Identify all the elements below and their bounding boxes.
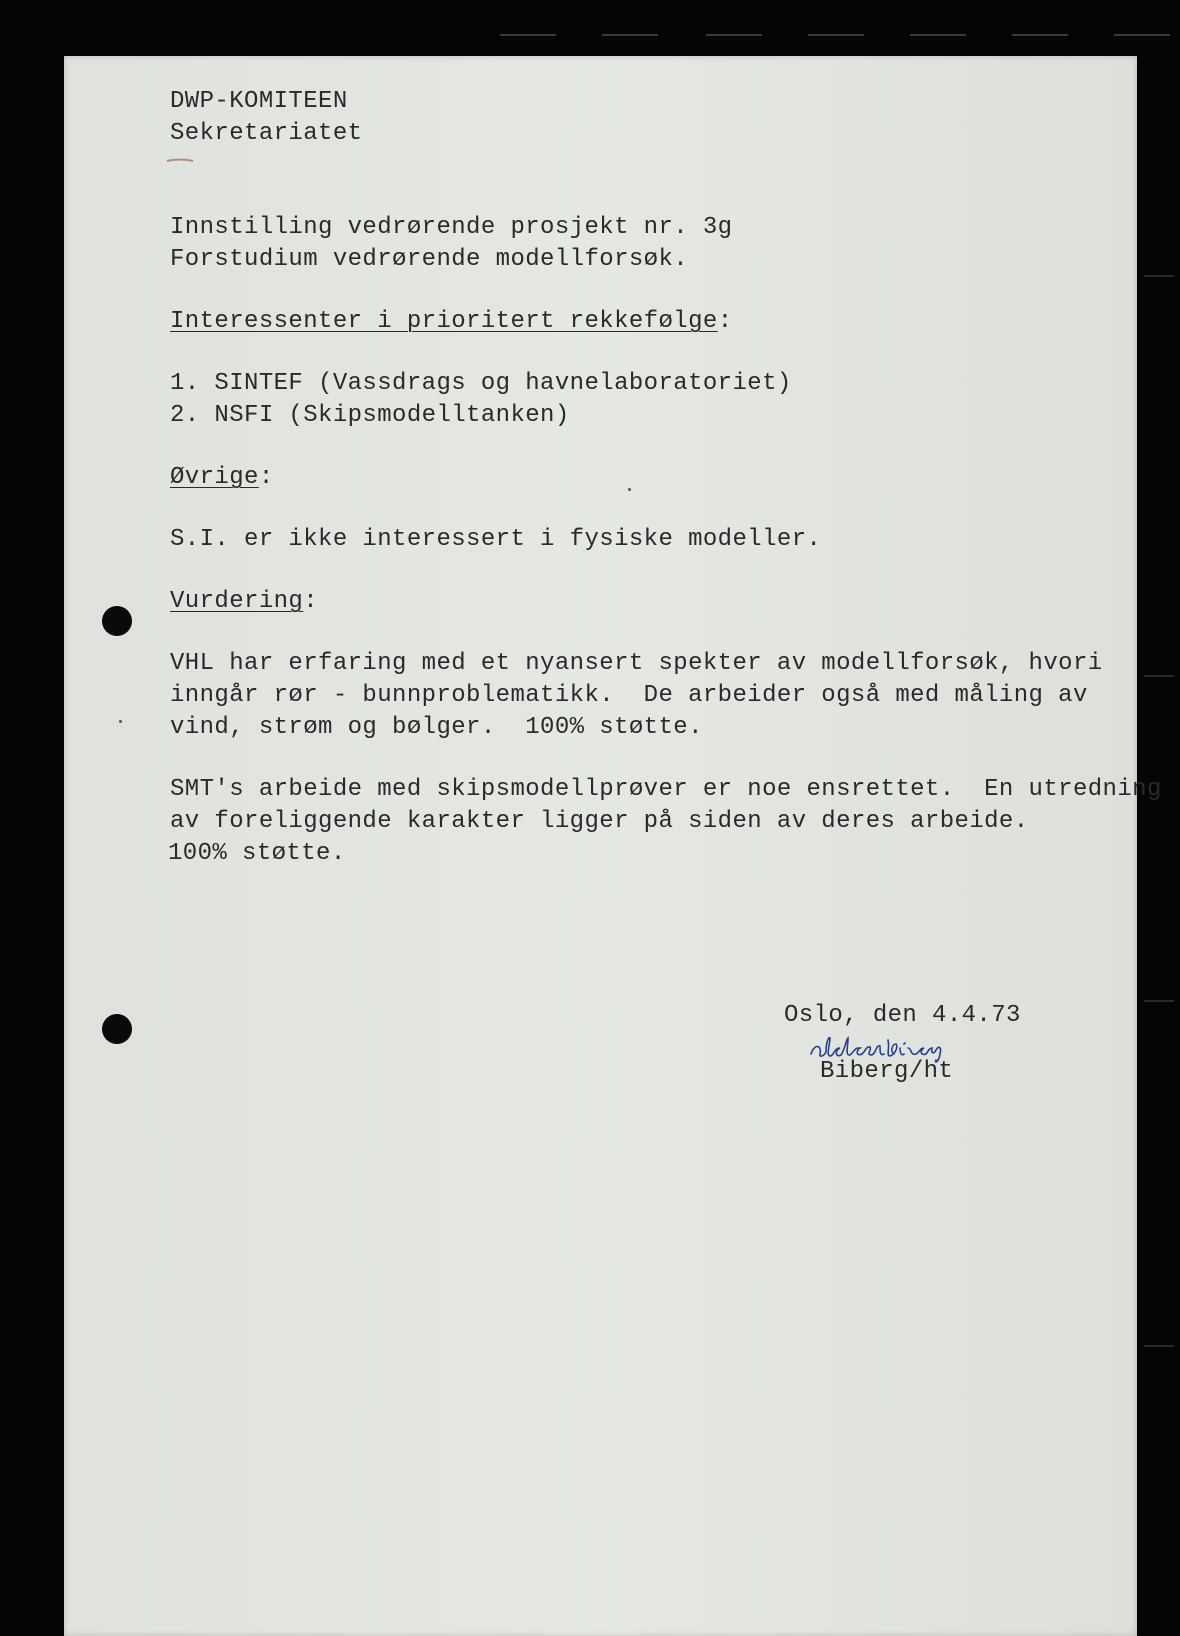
scan-mark — [1114, 34, 1170, 36]
others-text: S.I. er ikke interessert i fysiske modeller. — [170, 526, 822, 553]
punch-hole-bottom — [102, 1014, 132, 1044]
organization-name: DWP-KOMITEEN — [170, 88, 348, 115]
scan-edge-tick — [1144, 275, 1174, 277]
subject-line-1: Innstilling vedrørende prosjekt nr. 3g — [170, 214, 733, 241]
place-date: Oslo, den 4.4.73 — [784, 1002, 1021, 1029]
handwritten-signature-biberg — [808, 1032, 964, 1066]
others-heading-text: Øvrige — [170, 464, 259, 491]
scan-mark — [706, 34, 762, 36]
others-heading — [170, 462, 274, 494]
scan-mark — [910, 34, 966, 36]
interested-heading — [170, 306, 733, 338]
interested-heading-text: Interessenter i prioritert rekkefølge — [170, 308, 718, 335]
scan-edge-tick — [1144, 1000, 1174, 1002]
assessment-p1-line-1: VHL har erfaring med et nyansert spekter av modellforsøk, hvori — [170, 650, 1103, 677]
assessment-p1-line-2: inngår rør - bunnproblematikk. De arbeider også med måling av — [170, 682, 1088, 709]
heading-colon: : — [258, 464, 274, 491]
scan-edge-tick — [1144, 1345, 1174, 1347]
subject-line-2: Forstudium vedrørende modellforsøk. — [170, 246, 689, 273]
scan-mark — [500, 34, 556, 36]
scan-mark — [1012, 34, 1068, 36]
interested-item-1: 1. SINTEF (Vassdrags og havnelaboratoriet) — [170, 370, 792, 397]
punch-hole-top — [102, 606, 132, 636]
pencil-mark-icon — [166, 158, 194, 163]
scan-mark — [808, 34, 864, 36]
assessment-p1-line-3: vind, strøm og bølger. 100% støtte. — [170, 714, 703, 741]
signoff: Biberg/ht — [820, 1058, 954, 1085]
assessment-p2-line-1: SMT's arbeide med skipsmodellprøver er noe ensrettet. En utredning — [170, 776, 1162, 803]
scan-mark — [602, 34, 658, 36]
scan-edge-tick — [1144, 675, 1174, 677]
assessment-p2-line-2: av foreliggende karakter ligger på siden av deres arbeide. — [170, 808, 1029, 835]
speck — [119, 720, 122, 723]
paper-sheet — [64, 56, 1162, 1636]
interested-item-2: 2. NSFI (Skipsmodelltanken) — [170, 402, 570, 429]
heading-colon: : — [303, 588, 319, 615]
assessment-p2-line-3: 100% støtte. — [168, 840, 346, 867]
heading-colon: : — [717, 308, 733, 335]
department-name: Sekretariatet — [170, 120, 363, 147]
assessment-heading — [170, 586, 318, 618]
speck — [628, 488, 631, 491]
assessment-heading-text: Vurdering — [170, 588, 304, 615]
scan-edge-marks — [500, 30, 1180, 42]
